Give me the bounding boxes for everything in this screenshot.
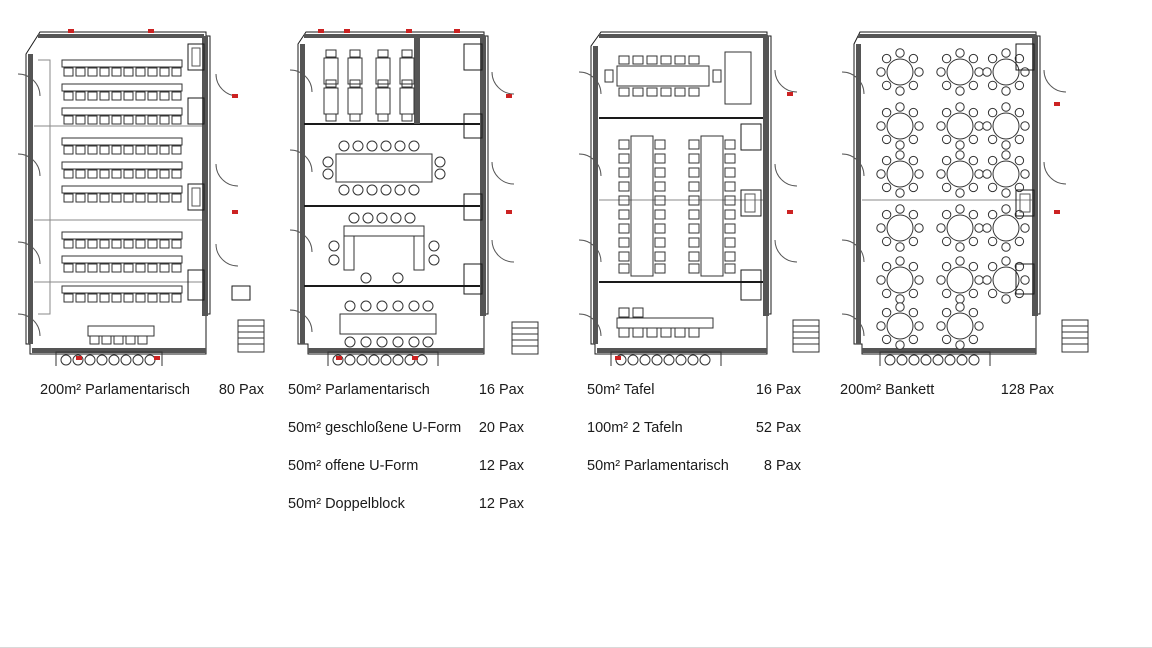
legend-label: 50m² Doppelblock [288,496,405,512]
legend-column-3 [575,382,843,496]
legend-pax: 12 Pax [478,458,524,474]
floorplan-drawing-2 [288,14,546,366]
legend-row [575,382,843,420]
legend-row [288,382,556,420]
legend-row [288,496,556,534]
floorplan-drawing-4 [840,14,1098,366]
legend-row [288,420,556,458]
floorplan-50m2-varianten [288,14,546,366]
legend-label: 100m² 2 Tafeln [587,420,683,436]
legend-label: 50m² offene U-Form [288,458,419,474]
legend-row [10,382,278,420]
floorplan-drawing-3 [575,14,833,366]
legend-column-2 [288,382,556,534]
legend-column-1 [10,382,278,420]
legend-label: 50m² Tafel [587,382,655,398]
plan-column-2 [288,14,546,512]
floorplan-drawing-1 [10,14,268,366]
legend-label: 200m² Parlamentarisch [40,382,190,398]
floorplan-tafel-varianten [575,14,833,366]
legend-pax: 16 Pax [755,382,801,398]
legend-row [840,382,1108,420]
legend-row [575,420,843,458]
floorplan-bankett-200 [840,14,1098,366]
legend-pax: 52 Pax [755,420,801,436]
legend-label: 50m² geschloßene U-Form [288,420,462,436]
legend-column-4 [840,382,1108,420]
legend-pax: 128 Pax [1000,382,1054,398]
legend-label: 50m² Parlamentarisch [288,382,430,398]
legend-pax: 80 Pax [218,382,264,398]
legend-pax: 8 Pax [763,458,801,474]
legend-pax: 20 Pax [478,420,524,436]
plan-column-4 [840,14,1098,398]
plan-column-1 [10,14,268,398]
legend-row [288,458,556,496]
legend-label: 50m² Parlamentarisch [587,458,729,474]
legend-row [575,458,843,496]
legend-pax: 16 Pax [478,382,524,398]
floorplan-parlamentarisch-200 [10,14,268,366]
legend-pax: 12 Pax [478,496,524,512]
plan-column-3 [575,14,833,474]
legend-label: 200m² Bankett [840,382,935,398]
